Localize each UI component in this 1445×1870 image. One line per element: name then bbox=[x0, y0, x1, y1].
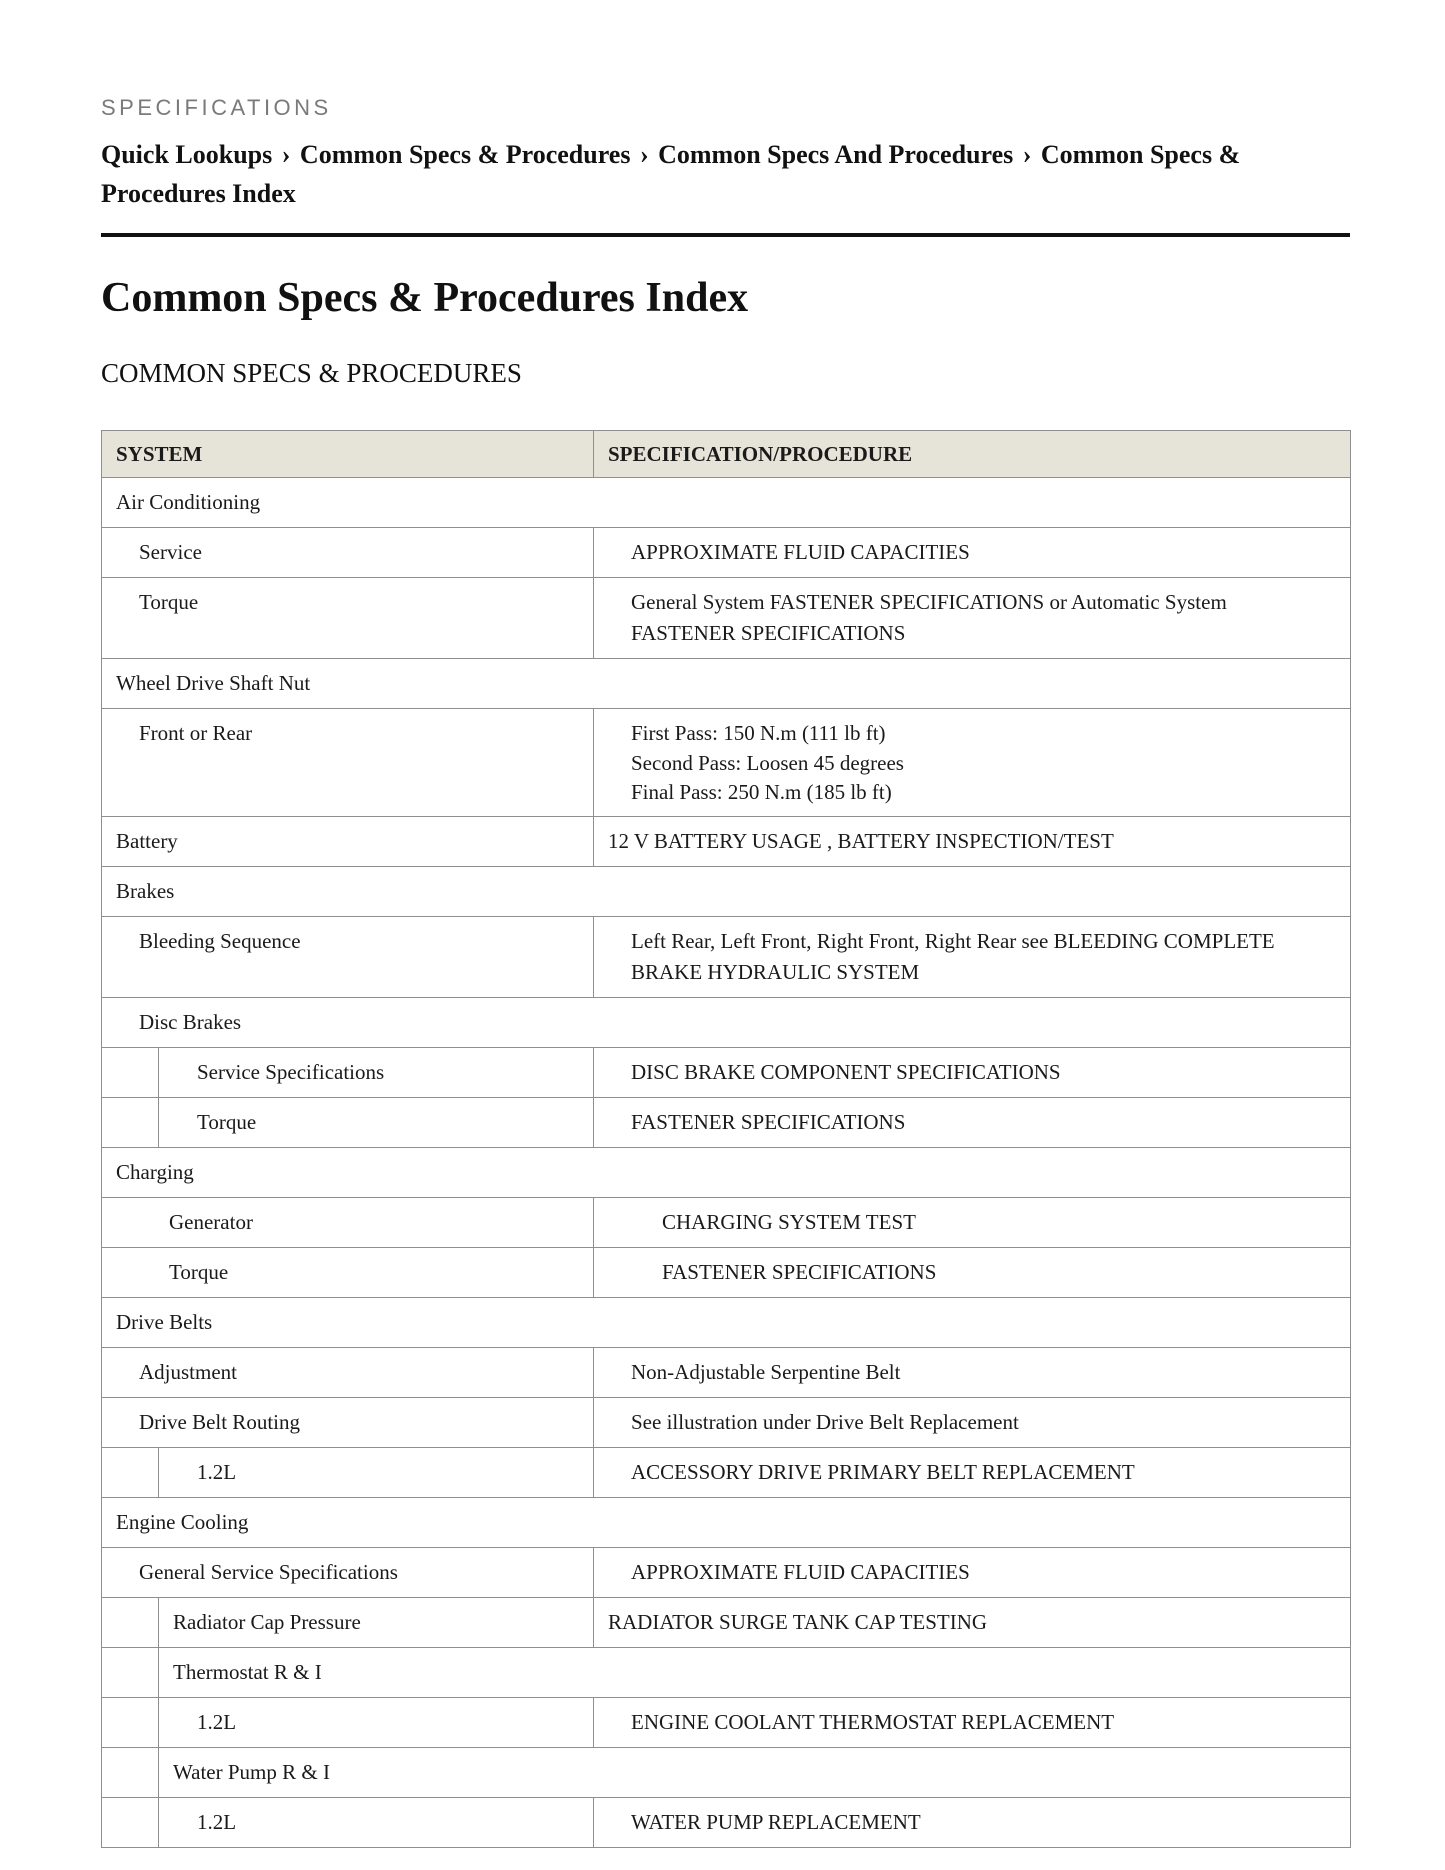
system-cell bbox=[102, 1698, 594, 1748]
breadcrumb-item-quick-lookups[interactable]: Quick Lookups bbox=[101, 140, 273, 169]
table-row bbox=[102, 528, 1351, 578]
table-group-row bbox=[102, 478, 1351, 528]
table-row bbox=[102, 1398, 1351, 1448]
system-label: Radiator Cap Pressure bbox=[173, 1610, 361, 1634]
column-header-spec: SPECIFICATION/PROCEDURE bbox=[594, 431, 1351, 478]
system-cell: Service bbox=[102, 528, 594, 578]
table-row bbox=[102, 917, 1351, 998]
system-cell: Front or Rear bbox=[102, 709, 594, 817]
breadcrumb-item-common-specs-and-procedures[interactable]: Common Specs And Procedures bbox=[658, 140, 1014, 169]
table-group-row bbox=[102, 1148, 1351, 1198]
subgroup-label: Disc Brakes bbox=[102, 998, 1351, 1048]
system-label: 1.2L bbox=[197, 1460, 237, 1484]
spec-text: Second Pass: Loosen 45 degrees bbox=[631, 751, 904, 775]
spec-cell bbox=[594, 1098, 1351, 1148]
spec-link[interactable]: FASTENER SPECIFICATIONS bbox=[662, 1260, 937, 1284]
table-group-row bbox=[102, 998, 1351, 1048]
spec-text: Non-Adjustable Serpentine Belt bbox=[631, 1360, 901, 1384]
subgroup-cell bbox=[102, 1648, 1351, 1698]
table-row bbox=[102, 1548, 1351, 1598]
table-header-row bbox=[102, 431, 1351, 478]
indent-gutter bbox=[102, 1748, 159, 1797]
breadcrumb bbox=[101, 135, 1346, 213]
spec-cell bbox=[594, 1698, 1351, 1748]
indent-gutter bbox=[102, 1698, 159, 1747]
group-label: Charging bbox=[102, 1148, 1351, 1198]
indent-gutter bbox=[102, 1048, 159, 1097]
system-label: Torque bbox=[197, 1110, 257, 1134]
indent-gutter bbox=[102, 1098, 159, 1147]
spec-cell bbox=[594, 1248, 1351, 1298]
table-group-row bbox=[102, 1498, 1351, 1548]
spec-cell bbox=[594, 709, 1351, 817]
header-divider bbox=[101, 233, 1350, 237]
spec-link[interactable]: APPROXIMATE FLUID CAPACITIES bbox=[631, 540, 970, 564]
table-row bbox=[102, 1698, 1351, 1748]
system-cell: Bleeding Sequence bbox=[102, 917, 594, 998]
system-cell: General Service Specifications bbox=[102, 1548, 594, 1598]
spec-link[interactable]: 12 V BATTERY USAGE , BATTERY INSPECTION/TEST bbox=[608, 829, 1114, 853]
indent-gutter bbox=[102, 1648, 159, 1697]
spec-link[interactable]: RADIATOR SURGE TANK CAP TESTING bbox=[608, 1610, 988, 1634]
spec-cell bbox=[594, 1198, 1351, 1248]
group-label: Drive Belts bbox=[102, 1298, 1351, 1348]
spec-link[interactable]: WATER PUMP REPLACEMENT bbox=[631, 1810, 921, 1834]
breadcrumb-separator: › bbox=[1022, 140, 1032, 169]
section-heading: COMMON SPECS & PROCEDURES bbox=[101, 358, 522, 388]
group-label: Engine Cooling bbox=[102, 1498, 1351, 1548]
breadcrumb-separator: › bbox=[639, 140, 649, 169]
breadcrumb-item-common-specs-procedures[interactable]: Common Specs & Procedures bbox=[299, 140, 631, 169]
table-group-row bbox=[102, 1648, 1351, 1698]
spec-text: See illustration under Drive Belt Replacement bbox=[631, 1410, 1019, 1434]
group-label: Wheel Drive Shaft Nut bbox=[102, 659, 1351, 709]
table-row bbox=[102, 1098, 1351, 1148]
subgroup-label: Water Pump R & I bbox=[173, 1760, 330, 1784]
system-cell: Generator bbox=[102, 1198, 594, 1248]
specs-table bbox=[101, 430, 1351, 1848]
system-cell: Adjustment bbox=[102, 1348, 594, 1398]
spec-link[interactable]: ACCESSORY DRIVE PRIMARY BELT REPLACEMENT bbox=[631, 1460, 1135, 1484]
spec-cell bbox=[594, 1048, 1351, 1098]
table-row bbox=[102, 709, 1351, 817]
section-kicker: SPECIFICATIONS bbox=[101, 95, 332, 120]
spec-link[interactable]: Left Rear, Left Front, Right Front, Right Rear see BLEEDING COMPLETE bbox=[631, 929, 1275, 953]
spec-link[interactable]: BRAKE HYDRAULIC SYSTEM bbox=[631, 960, 920, 984]
spec-link[interactable]: FASTENER SPECIFICATIONS bbox=[631, 621, 906, 645]
table-group-row bbox=[102, 659, 1351, 709]
spec-cell bbox=[594, 1548, 1351, 1598]
column-header-system: SYSTEM bbox=[102, 431, 594, 478]
group-label: Air Conditioning bbox=[102, 478, 1351, 528]
breadcrumb-item-index[interactable]: Common Specs & Procedures Index bbox=[101, 140, 1241, 208]
table-group-row bbox=[102, 867, 1351, 917]
system-cell: Torque bbox=[102, 1248, 594, 1298]
spec-cell bbox=[594, 578, 1351, 659]
system-cell: Battery bbox=[102, 817, 594, 867]
system-cell bbox=[102, 1448, 594, 1498]
system-cell: Drive Belt Routing bbox=[102, 1398, 594, 1448]
system-cell bbox=[102, 1598, 594, 1648]
spec-cell bbox=[594, 817, 1351, 867]
group-label: Brakes bbox=[102, 867, 1351, 917]
spec-text: Final Pass: 250 N.m (185 lb ft) bbox=[631, 780, 892, 804]
indent-gutter bbox=[102, 1598, 159, 1647]
spec-cell bbox=[594, 1598, 1351, 1648]
subgroup-label: Thermostat R & I bbox=[173, 1660, 322, 1684]
spec-link[interactable]: FASTENER SPECIFICATIONS bbox=[631, 1110, 906, 1134]
indent-gutter bbox=[102, 1798, 159, 1847]
spec-link[interactable]: DISC BRAKE COMPONENT SPECIFICATIONS bbox=[631, 1060, 1061, 1084]
table-row bbox=[102, 1048, 1351, 1098]
table-group-row bbox=[102, 1748, 1351, 1798]
table-group-row bbox=[102, 1298, 1351, 1348]
table-row bbox=[102, 1348, 1351, 1398]
system-cell bbox=[102, 1048, 594, 1098]
spec-cell bbox=[594, 528, 1351, 578]
table-row bbox=[102, 1598, 1351, 1648]
system-label: 1.2L bbox=[197, 1710, 237, 1734]
table-row bbox=[102, 1798, 1351, 1848]
spec-link[interactable]: ENGINE COOLANT THERMOSTAT REPLACEMENT bbox=[631, 1710, 1115, 1734]
spec-link[interactable]: APPROXIMATE FLUID CAPACITIES bbox=[631, 1560, 970, 1584]
system-label: 1.2L bbox=[197, 1810, 237, 1834]
spec-link[interactable]: General System FASTENER SPECIFICATIONS or Automatic System bbox=[631, 590, 1227, 614]
page-title: Common Specs & Procedures Index bbox=[101, 275, 749, 321]
system-cell bbox=[102, 1798, 594, 1848]
spec-cell bbox=[594, 1798, 1351, 1848]
spec-cell bbox=[594, 1398, 1351, 1448]
table-row bbox=[102, 1248, 1351, 1298]
breadcrumb-separator: › bbox=[281, 140, 291, 169]
system-cell bbox=[102, 1098, 594, 1148]
spec-cell bbox=[594, 917, 1351, 998]
system-cell: Torque bbox=[102, 578, 594, 659]
spec-link[interactable]: CHARGING SYSTEM TEST bbox=[662, 1210, 916, 1234]
spec-cell bbox=[594, 1448, 1351, 1498]
spec-cell bbox=[594, 1348, 1351, 1398]
table-row bbox=[102, 1448, 1351, 1498]
spec-text: First Pass: 150 N.m (111 lb ft) bbox=[631, 721, 886, 745]
table-row bbox=[102, 578, 1351, 659]
subgroup-cell bbox=[102, 1748, 1351, 1798]
system-label: Service Specifications bbox=[197, 1060, 385, 1084]
table-row bbox=[102, 817, 1351, 867]
indent-gutter bbox=[102, 1448, 159, 1497]
table-row bbox=[102, 1198, 1351, 1248]
